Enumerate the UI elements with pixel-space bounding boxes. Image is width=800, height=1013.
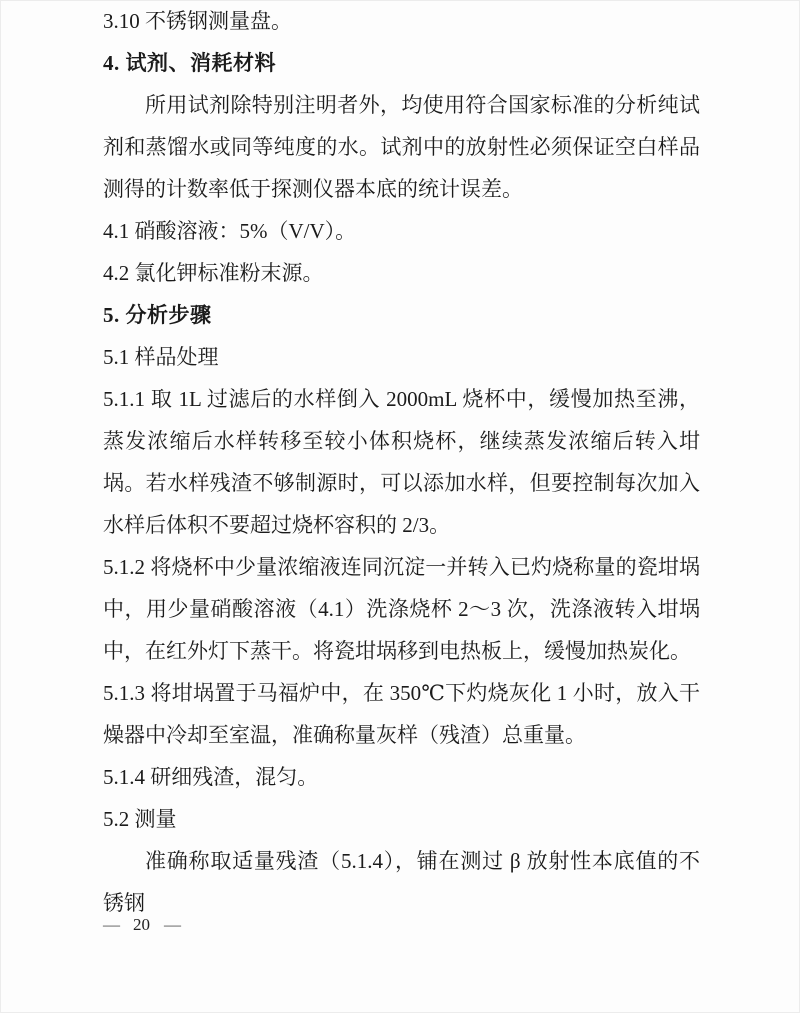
item-5-2: 5.2 测量 xyxy=(103,807,177,831)
item-5-1-1: 5.1.1 取 1L 过滤后的水样倒入 2000mL 烧杯中，缓慢加热至沸，蒸发浓缩后水样转移至较小体积烧杯，继续蒸发浓缩后转入坩埚。若水样残渣不够制源时，可以添加水样，但要控制每次加入水样后体积不要超过烧杯容积的 2/3。 xyxy=(103,387,700,537)
item-5-1: 5.1 样品处理 xyxy=(103,345,219,369)
item-5-1-3: 5.1.3 将坩埚置于马福炉中，在 350℃下灼烧灰化 1 小时，放入干燥器中冷却至室温，准确称量灰样（残渣）总重量。 xyxy=(103,681,700,747)
page-number: 20 xyxy=(133,915,150,934)
item-5-1-4: 5.1.4 研细残渣，混匀。 xyxy=(103,765,319,789)
footer-dash-left: — xyxy=(103,915,119,934)
para-measure-intro: 准确称取适量残渣（5.1.4），铺在测过 β 放射性本底值的不锈钢 xyxy=(103,849,700,915)
document-body xyxy=(103,0,700,924)
item-4-1: 4.1 硝酸溶液：5%（V/V）。 xyxy=(103,219,357,243)
item-4-2: 4.2 氯化钾标准粉末源。 xyxy=(103,261,324,285)
para-reagent-note: 所用试剂除特别注明者外，均使用符合国家标准的分析纯试剂和蒸馏水或同等纯度的水。试剂中的放射性必须保证空白样品测得的计数率低于探测仪器本底的统计误差。 xyxy=(103,93,700,201)
footer-dash-right: — xyxy=(164,915,180,934)
page-footer xyxy=(103,912,180,938)
section-heading-4: 4. 试剂、消耗材料 xyxy=(103,51,276,75)
item-5-1-2: 5.1.2 将烧杯中少量浓缩液连同沉淀一并转入已灼烧称量的瓷坩埚中，用少量硝酸溶液（4.1）洗涤烧杯 2～3 次，洗涤液转入坩埚中，在红外灯下蒸干。将瓷坩埚移到电热板上，缓慢加热炭化。 xyxy=(103,555,700,663)
item-3-10: 3.10 不锈钢测量盘。 xyxy=(103,9,292,33)
section-heading-5: 5. 分析步骤 xyxy=(103,303,212,327)
